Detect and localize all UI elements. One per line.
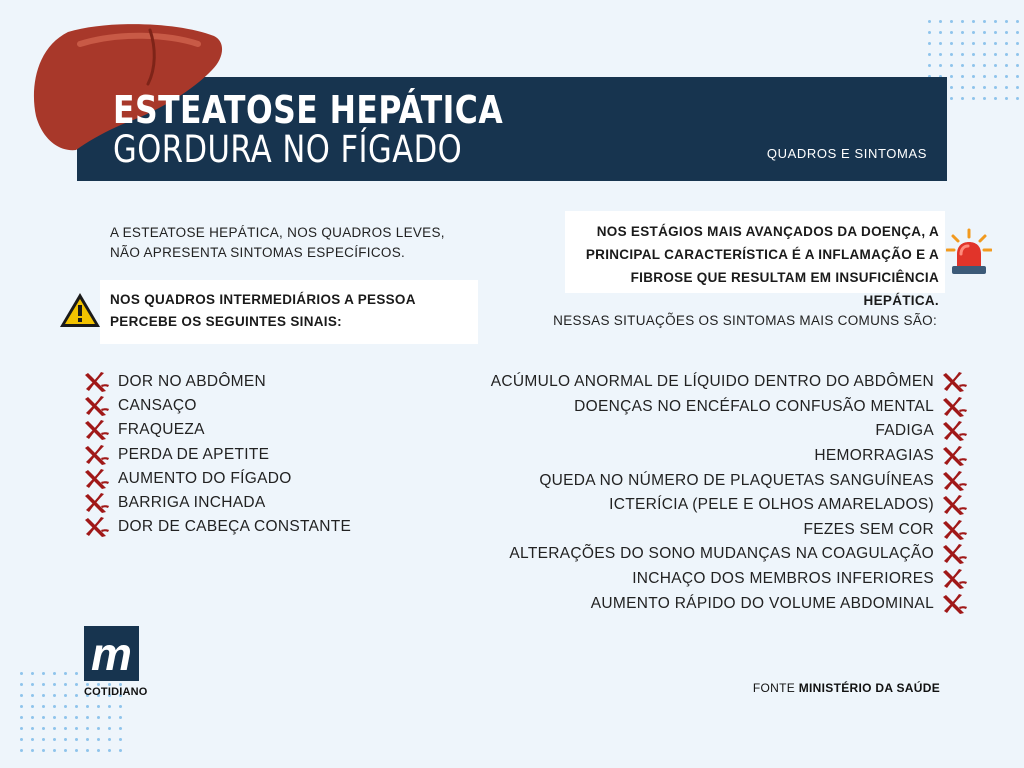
decorative-dot — [983, 42, 986, 45]
decorative-dot — [86, 716, 89, 719]
list-item — [84, 394, 351, 418]
decorative-dot — [983, 64, 986, 67]
decorative-dot — [994, 31, 997, 34]
decorative-dot — [119, 727, 122, 730]
decorative-dot — [75, 749, 78, 752]
decorative-dot — [950, 64, 953, 67]
decorative-dot — [939, 20, 942, 23]
decorative-dot — [961, 53, 964, 56]
symptom-label: ICTERÍCIA (PELE E OLHOS AMARELADOS) — [609, 496, 934, 514]
decorative-dot — [972, 86, 975, 89]
list-item — [84, 467, 351, 491]
decorative-dot — [42, 705, 45, 708]
decorative-dot — [939, 53, 942, 56]
list-item — [84, 418, 351, 442]
decorative-dot — [961, 20, 964, 23]
decorative-dot — [972, 75, 975, 78]
symptom-label: DOR DE CABEÇA CONSTANTE — [118, 518, 352, 536]
list-item — [491, 444, 968, 469]
decorative-dot — [20, 749, 23, 752]
decorative-dot — [108, 738, 111, 741]
x-mark-icon — [942, 494, 968, 516]
decorative-dot — [53, 727, 56, 730]
decorative-dot — [64, 683, 67, 686]
symptom-label: INCHAÇO DOS MEMBROS INFERIORES — [632, 570, 934, 588]
symptom-label: ALTERAÇÕES DO SONO MUDANÇAS NA COAGULAÇÃO — [509, 545, 934, 563]
decorative-dot — [972, 31, 975, 34]
list-item — [491, 493, 968, 518]
decorative-dot — [31, 727, 34, 730]
x-mark-icon — [942, 420, 968, 442]
decorative-dot — [1005, 31, 1008, 34]
decorative-dot — [961, 31, 964, 34]
decorative-dot — [928, 20, 931, 23]
symptom-label: HEMORRAGIAS — [814, 447, 934, 465]
decorative-dot — [97, 749, 100, 752]
list-item — [491, 591, 968, 616]
decorative-dot — [86, 727, 89, 730]
decorative-dot — [31, 749, 34, 752]
decorative-dot — [950, 31, 953, 34]
decorative-dot — [53, 683, 56, 686]
list-item — [84, 443, 351, 467]
decorative-dot — [64, 727, 67, 730]
decorative-dot — [983, 86, 986, 89]
decorative-dot — [994, 64, 997, 67]
advanced-stage-box: NOS ESTÁGIOS MAIS AVANÇADOS DA DOENÇA, A PRINCIPAL CARACTERÍSTICA É A INFLAMAÇÃO E A FIBROSE QUE RESULTAM EM INSUFICIÊNCIA HEPÁTICA. — [565, 211, 945, 293]
decorative-dot — [1005, 20, 1008, 23]
decorative-dot — [119, 705, 122, 708]
decorative-dot — [31, 716, 34, 719]
decorative-dot — [1016, 31, 1019, 34]
decorative-dot — [1016, 86, 1019, 89]
decorative-dot — [983, 31, 986, 34]
cotidiano-logo-text: COTIDIANO — [84, 686, 148, 698]
x-mark-icon — [84, 516, 110, 538]
x-mark-icon — [942, 445, 968, 467]
decorative-dot — [31, 738, 34, 741]
decorative-dot — [928, 64, 931, 67]
symptom-label: ACÚMULO ANORMAL DE LÍQUIDO DENTRO DO ABDÔMEN — [490, 373, 934, 391]
advanced-symptoms-list — [491, 370, 968, 616]
symptom-label: BARRIGA INCHADA — [118, 494, 266, 512]
decorative-dot — [108, 705, 111, 708]
x-mark-icon — [942, 396, 968, 418]
list-item — [491, 468, 968, 493]
decorative-dot — [97, 705, 100, 708]
decorative-dot — [20, 694, 23, 697]
decorative-dot — [1005, 42, 1008, 45]
x-mark-icon — [84, 492, 110, 514]
decorative-dot — [20, 738, 23, 741]
page-subtitle: GORDURA NO FÍGADO — [113, 128, 463, 171]
decorative-dot — [64, 738, 67, 741]
decorative-dot — [53, 672, 56, 675]
decorative-dot — [961, 97, 964, 100]
decorative-dot — [53, 738, 56, 741]
decorative-dot — [1005, 53, 1008, 56]
decorative-dot — [53, 716, 56, 719]
decorative-dot — [939, 64, 942, 67]
x-mark-icon — [942, 519, 968, 541]
symptom-label: FEZES SEM COR — [803, 520, 934, 538]
decorative-dot — [928, 31, 931, 34]
decorative-dot — [950, 86, 953, 89]
decorative-dot — [97, 716, 100, 719]
decorative-dot — [53, 705, 56, 708]
decorative-dot — [983, 53, 986, 56]
decorative-dot — [983, 75, 986, 78]
decorative-dot — [42, 694, 45, 697]
x-mark-icon — [942, 470, 968, 492]
decorative-dot — [1005, 86, 1008, 89]
decorative-dot — [994, 86, 997, 89]
decorative-dot — [86, 749, 89, 752]
decorative-dot — [75, 705, 78, 708]
decorative-dot — [108, 749, 111, 752]
decorative-dot — [994, 97, 997, 100]
decorative-dot — [42, 749, 45, 752]
decorative-dot — [31, 705, 34, 708]
x-mark-icon — [942, 593, 968, 615]
list-item — [491, 567, 968, 592]
symptom-label: DOENÇAS NO ENCÉFALO CONFUSÃO MENTAL — [574, 397, 934, 415]
decorative-dot — [994, 53, 997, 56]
symptom-label: CANSAÇO — [118, 397, 197, 415]
symptom-label: AUMENTO DO FÍGADO — [118, 469, 292, 487]
header-section-label: QUADROS E SINTOMAS — [766, 146, 927, 161]
symptom-label: FADIGA — [875, 422, 934, 440]
decorative-dot — [20, 672, 23, 675]
decorative-dot — [64, 749, 67, 752]
decorative-dot — [86, 738, 89, 741]
decorative-dot — [972, 64, 975, 67]
decorative-dot — [108, 716, 111, 719]
decorative-dot — [1005, 75, 1008, 78]
decorative-dot — [939, 31, 942, 34]
decorative-dot — [972, 20, 975, 23]
decorative-dot — [31, 672, 34, 675]
decorative-dot — [1005, 97, 1008, 100]
list-item — [491, 518, 968, 543]
decorative-dot — [1016, 75, 1019, 78]
decorative-dot — [75, 716, 78, 719]
decorative-dot — [972, 97, 975, 100]
list-item — [84, 515, 351, 539]
decorative-dot — [983, 97, 986, 100]
decorative-dot — [42, 738, 45, 741]
decorative-dot — [994, 42, 997, 45]
decorative-dot — [97, 727, 100, 730]
list-item — [84, 491, 351, 515]
decorative-dot — [75, 672, 78, 675]
decorative-dot — [31, 694, 34, 697]
source-name: MINISTÉRIO DA SAÚDE — [798, 681, 940, 695]
source-label: FONTE — [752, 681, 796, 695]
x-mark-icon — [942, 543, 968, 565]
decorative-dot — [950, 20, 953, 23]
warning-icon — [58, 290, 102, 330]
list-item — [84, 370, 351, 394]
x-mark-icon — [84, 444, 110, 466]
source-credit — [753, 681, 940, 695]
decorative-dot — [42, 672, 45, 675]
decorative-dot — [20, 705, 23, 708]
decorative-dot — [64, 705, 67, 708]
mild-stage-text: A ESTEATOSE HEPÁTICA, NOS QUADROS LEVES, NÃO APRESENTA SINTOMAS ESPECÍFICOS. — [110, 225, 445, 260]
x-mark-icon — [84, 395, 110, 417]
page-title: ESTEATOSE HEPÁTICA — [113, 88, 504, 132]
decorative-dot — [961, 86, 964, 89]
decorative-dot — [972, 53, 975, 56]
decorative-dot — [20, 727, 23, 730]
x-mark-icon — [942, 371, 968, 393]
decorative-dot — [64, 694, 67, 697]
decorative-dot — [1016, 20, 1019, 23]
decorative-dot — [108, 727, 111, 730]
decorative-dot — [1016, 53, 1019, 56]
decorative-dot — [119, 716, 122, 719]
decorative-dot — [75, 727, 78, 730]
decorative-dot — [75, 683, 78, 686]
decorative-dot — [950, 97, 953, 100]
decorative-dot — [994, 20, 997, 23]
symptom-label: FRAQUEZA — [118, 421, 205, 439]
decorative-dot — [961, 75, 964, 78]
intermediate-stage-box: NOS QUADROS INTERMEDIÁRIOS A PESSOA PERCEBE OS SEGUINTES SINAIS: — [100, 280, 478, 344]
decorative-dot — [20, 716, 23, 719]
decorative-dot — [42, 716, 45, 719]
decorative-dot — [31, 683, 34, 686]
decorative-dot — [119, 749, 122, 752]
decorative-dot — [939, 42, 942, 45]
decorative-dot — [119, 738, 122, 741]
decorative-dot — [53, 694, 56, 697]
decorative-dots-bottom-left — [20, 672, 122, 752]
intermediate-symptoms-list — [84, 370, 351, 539]
cotidiano-logo: m — [84, 626, 139, 681]
symptom-label: AUMENTO RÁPIDO DO VOLUME ABDOMINAL — [590, 594, 934, 612]
decorative-dot — [75, 738, 78, 741]
decorative-dot — [42, 683, 45, 686]
x-mark-icon — [84, 419, 110, 441]
decorative-dot — [20, 683, 23, 686]
decorative-dot — [950, 42, 953, 45]
decorative-dot — [75, 694, 78, 697]
decorative-dot — [972, 42, 975, 45]
list-item — [491, 370, 968, 395]
decorative-dot — [1016, 42, 1019, 45]
decorative-dot — [961, 42, 964, 45]
advanced-symptoms-intro: NESSAS SITUAÇÕES OS SINTOMAS MAIS COMUNS SÃO: — [553, 313, 937, 328]
decorative-dot — [1016, 64, 1019, 67]
decorative-dot — [983, 20, 986, 23]
decorative-dot — [42, 727, 45, 730]
x-mark-icon — [942, 568, 968, 590]
decorative-dot — [1005, 64, 1008, 67]
list-item — [491, 395, 968, 420]
decorative-dot — [950, 75, 953, 78]
decorative-dot — [64, 716, 67, 719]
symptom-label: PERDA DE APETITE — [118, 445, 270, 463]
x-mark-icon — [84, 371, 110, 393]
symptom-label: DOR NO ABDÔMEN — [118, 373, 267, 391]
decorative-dot — [928, 42, 931, 45]
decorative-dot — [53, 749, 56, 752]
list-item — [491, 542, 968, 567]
decorative-dot — [994, 75, 997, 78]
decorative-dot — [86, 705, 89, 708]
decorative-dot — [950, 53, 953, 56]
decorative-dot — [64, 672, 67, 675]
siren-icon — [946, 228, 992, 276]
decorative-dot — [961, 64, 964, 67]
symptom-label: QUEDA NO NÚMERO DE PLAQUETAS SANGUÍNEAS — [539, 471, 934, 489]
decorative-dot — [928, 53, 931, 56]
decorative-dot — [97, 738, 100, 741]
list-item — [491, 419, 968, 444]
decorative-dot — [1016, 97, 1019, 100]
x-mark-icon — [84, 468, 110, 490]
